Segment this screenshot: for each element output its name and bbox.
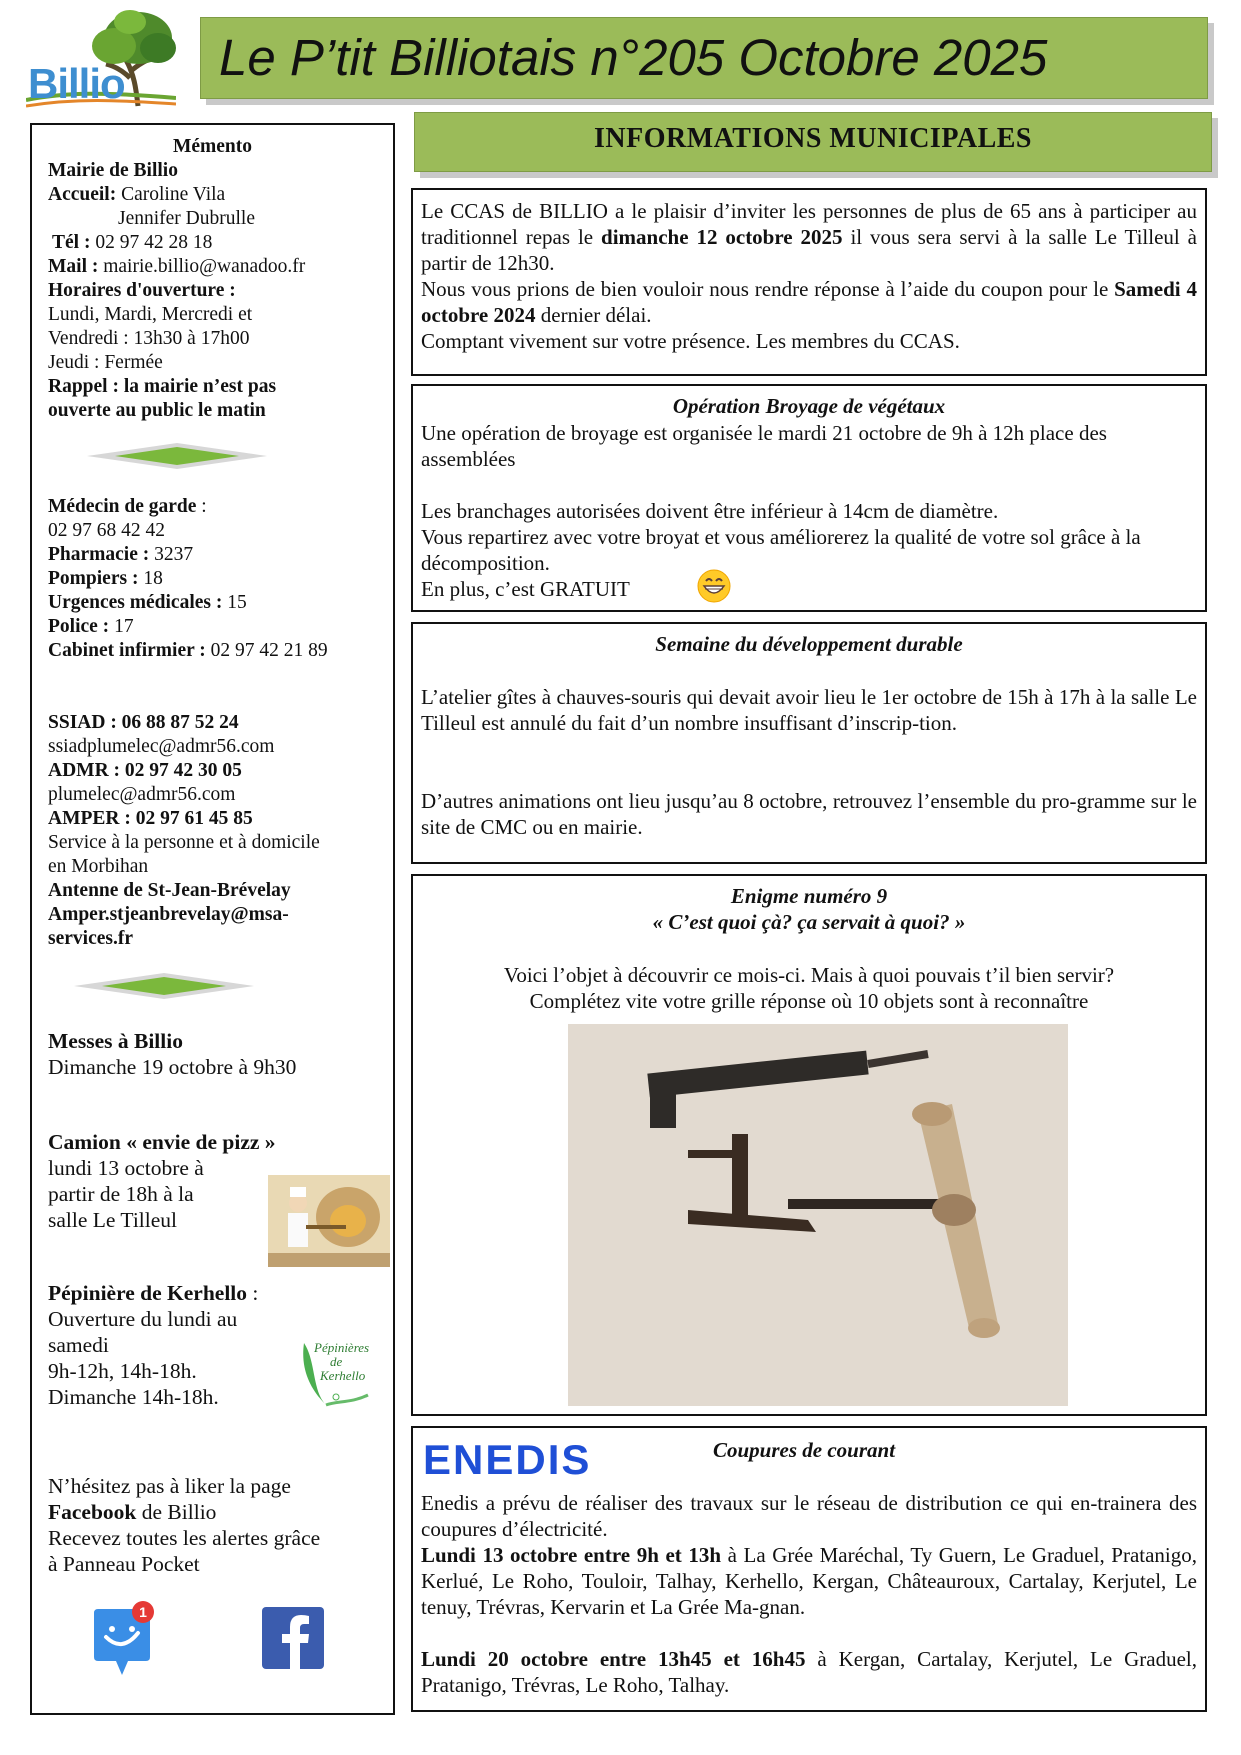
facebook-line1: N’hésitez pas à liker la page bbox=[48, 1474, 291, 1498]
billio-logo bbox=[26, 8, 176, 108]
horaires-line3: Jeudi : Fermée bbox=[48, 352, 163, 373]
enigme-line2: Complétez vite votre grille réponse où 10 objets sont à reconnaître bbox=[529, 989, 1089, 1013]
pepiniere-line2: samedi bbox=[48, 1333, 109, 1357]
ssiad-line: SSIAD : 06 88 87 52 24 bbox=[48, 712, 239, 733]
pepiniere-line1: Ouverture du lundi au bbox=[48, 1307, 238, 1331]
memento-title: Mémento bbox=[172, 136, 253, 157]
medecin-row: Médecin de garde : bbox=[48, 496, 207, 517]
messes-title: Messes à Billio bbox=[48, 1029, 183, 1053]
broyage-line3: Vous repartirez avec votre broyat et vous améliorerez la qualité de votre sol grâce à la décomposition. bbox=[421, 525, 1141, 575]
broyage-line2: Les branchages autorisées doivent être inférieur à 14cm de diamètre. bbox=[421, 499, 999, 523]
broyage-box bbox=[411, 384, 1207, 612]
coupures-title: Coupures de courant bbox=[713, 1438, 896, 1462]
coupures-intro: Enedis a prévu de réaliser des travaux sur le réseau de distribution ce qui en-trainera des coupures d’électricité. bbox=[421, 1491, 1197, 1541]
ccas-paragraph3: Comptant vivement sur votre présence. Les membres du CCAS. bbox=[421, 329, 960, 353]
enigme-line1: Voici l’objet à découvrir ce mois-ci. Mais à quoi pouvais t’il bien servir? bbox=[503, 963, 1115, 987]
camion-title: Camion « envie de pizz » bbox=[48, 1130, 276, 1154]
broyage-line1: Une opération de broyage est organisée le mardi 21 octobre de 9h à 12h place des assemblées bbox=[421, 421, 1107, 471]
semaine-box bbox=[411, 622, 1207, 864]
camion-line1: lundi 13 octobre à bbox=[48, 1156, 204, 1180]
panneau-pocket-icon[interactable] bbox=[92, 1604, 156, 1679]
coupures-line2: Lundi 20 octobre entre 13h45 et 16h45 à Kergan, Cartalay, Kerjutel, Le Graduel, Pratanigo, Trévras, Le Roho, Talhay. bbox=[421, 1647, 1197, 1697]
diamond-divider bbox=[87, 443, 267, 469]
pepiniere-logo-text1: Pépinières bbox=[314, 1340, 370, 1355]
accueil-name2: Jennifer Dubrulle bbox=[118, 208, 255, 229]
horaires-line1: Lundi, Mardi, Mercredi et bbox=[48, 304, 253, 325]
diamond-divider bbox=[74, 973, 254, 999]
infirmier-row: Cabinet infirmier : 02 97 42 21 89 bbox=[48, 640, 328, 661]
memento-sidebar bbox=[30, 123, 395, 1715]
mail-link[interactable]: mairie.billio@wanadoo.fr bbox=[103, 256, 306, 277]
amper-line: AMPER : 02 97 61 45 85 bbox=[48, 808, 253, 829]
ssiad-mail[interactable]: ssiadplumelec@admr56.com bbox=[48, 736, 275, 757]
broyage-title: Opération Broyage de végétaux bbox=[672, 394, 946, 418]
semaine-title: Semaine du développement durable bbox=[655, 632, 963, 656]
pizza-chef-illustration bbox=[268, 1175, 390, 1267]
amper-desc2: en Morbihan bbox=[48, 856, 149, 877]
camion-line3: salle Le Tilleul bbox=[48, 1208, 177, 1232]
pepiniere-logo bbox=[296, 1331, 376, 1411]
newsletter-title: Le P’tit Billiotais n°205 Octobre 2025 bbox=[219, 29, 1048, 86]
facebook-line2: Facebook de Billio bbox=[48, 1500, 217, 1524]
urgences-row: Urgences médicales : 15 bbox=[48, 592, 247, 613]
admr-mail[interactable]: plumelec@admr56.com bbox=[48, 784, 236, 805]
notification-badge: 1 bbox=[132, 1601, 154, 1623]
broyage-line4: En plus, c’est GRATUIT bbox=[421, 577, 630, 601]
facebook-icon[interactable] bbox=[262, 1607, 324, 1669]
semaine-paragraph2: D’autres animations ont lieu jusqu’au 8 octobre, retrouvez l’ensemble du pro-gramme sur le site de CMC ou en mairie. bbox=[421, 789, 1197, 839]
messes-value: Dimanche 19 octobre à 9h30 bbox=[48, 1055, 297, 1079]
enigme-object-photo bbox=[568, 1024, 1068, 1406]
pepiniere-logo-text3: Kerhello bbox=[320, 1368, 366, 1383]
logo-text: Billio bbox=[28, 60, 125, 107]
mairie-label: Mairie de Billio bbox=[48, 160, 178, 181]
pharmacie-row: Pharmacie : 3237 bbox=[48, 544, 194, 565]
antenne-mail1[interactable]: Amper.stjeanbrevelay@msa- bbox=[48, 904, 289, 925]
enigme-subtitle: « C’est quoi çà? ça servait à quoi? » bbox=[652, 910, 966, 934]
enedis-logo: ENEDIS bbox=[423, 1436, 592, 1483]
pompiers-row: Pompiers : 18 bbox=[48, 568, 163, 589]
horaires-line2: Vendredi : 13h30 à 17h00 bbox=[48, 328, 250, 349]
alerts-line2: à Panneau Pocket bbox=[48, 1552, 200, 1576]
ccas-paragraph1: Le CCAS de BILLIO a le plaisir d’inviter les personnes de plus de 65 ans à participer au traditionnel repas le dimanche 12 octobre 2025 il vous sera servi à la salle Le Tilleul à partir de 12h30. bbox=[421, 199, 1197, 275]
horaires-label: Horaires d'ouverture : bbox=[48, 280, 236, 301]
rappel-line2: ouverte au public le matin bbox=[48, 400, 266, 421]
police-row: Police : 17 bbox=[48, 616, 134, 637]
newsletter-title-banner bbox=[200, 17, 1208, 99]
section-header bbox=[414, 112, 1212, 172]
antenne-mail2[interactable]: services.fr bbox=[48, 928, 133, 949]
antenne-label: Antenne de St-Jean-Brévelay bbox=[48, 880, 291, 901]
alerts-line1: Recevez toutes les alertes grâce bbox=[48, 1526, 321, 1550]
pepiniere-logo-text2: de bbox=[330, 1354, 343, 1369]
semaine-paragraph1: L’atelier gîtes à chauves-souris qui devait avoir lieu le 1er octobre de 15h à 17h à la salle Le Tilleul est annulé du fait d’un nombre insuffisant d’inscrip-tion. bbox=[421, 685, 1197, 735]
admr-line: ADMR : 02 97 42 30 05 bbox=[48, 760, 242, 781]
enigme-title: Enigme numéro 9 bbox=[730, 884, 888, 908]
section-title: INFORMATIONS MUNICIPALES bbox=[594, 123, 1032, 154]
coupures-line1: Lundi 13 octobre entre 9h et 13h à La Grée Maréchal, Ty Guern, Le Graduel, Pratanigo, Kerlué, Le Roho, Touloir, Talhay, Kerhello, Kergan, Châteauroux, Cartalay, Kerjutel, Le tenuy, Trévras, Kervarin et La Grée Ma-gnan. bbox=[421, 1543, 1198, 1619]
tel-row: Tél : 02 97 42 28 18 bbox=[52, 232, 213, 253]
medecin-value: 02 97 68 42 42 bbox=[48, 520, 165, 541]
coupures-box bbox=[411, 1426, 1207, 1712]
enigme-box bbox=[411, 874, 1207, 1416]
mail-row: Mail : mairie.billio@wanadoo.fr bbox=[48, 256, 306, 277]
ccas-paragraph2: Nous vous prions de bien vouloir nous rendre réponse à l’aide du coupon pour le Samedi 4 octobre 2024 dernier délai. bbox=[421, 277, 1197, 327]
ccas-box bbox=[411, 188, 1207, 376]
camion-line2: partir de 18h à la bbox=[48, 1182, 194, 1206]
rappel-line1: Rappel : la mairie n’est pas bbox=[48, 376, 277, 397]
accueil-row: Accueil: Caroline Vila bbox=[48, 184, 226, 205]
pepiniere-row: Pépinière de Kerhello : bbox=[48, 1281, 259, 1305]
pepiniere-line3: 9h-12h, 14h-18h. bbox=[48, 1359, 197, 1383]
grinning-emoji-icon bbox=[696, 568, 732, 604]
pepiniere-line4: Dimanche 14h-18h. bbox=[48, 1385, 219, 1409]
amper-desc1: Service à la personne et à domicile bbox=[48, 832, 320, 853]
